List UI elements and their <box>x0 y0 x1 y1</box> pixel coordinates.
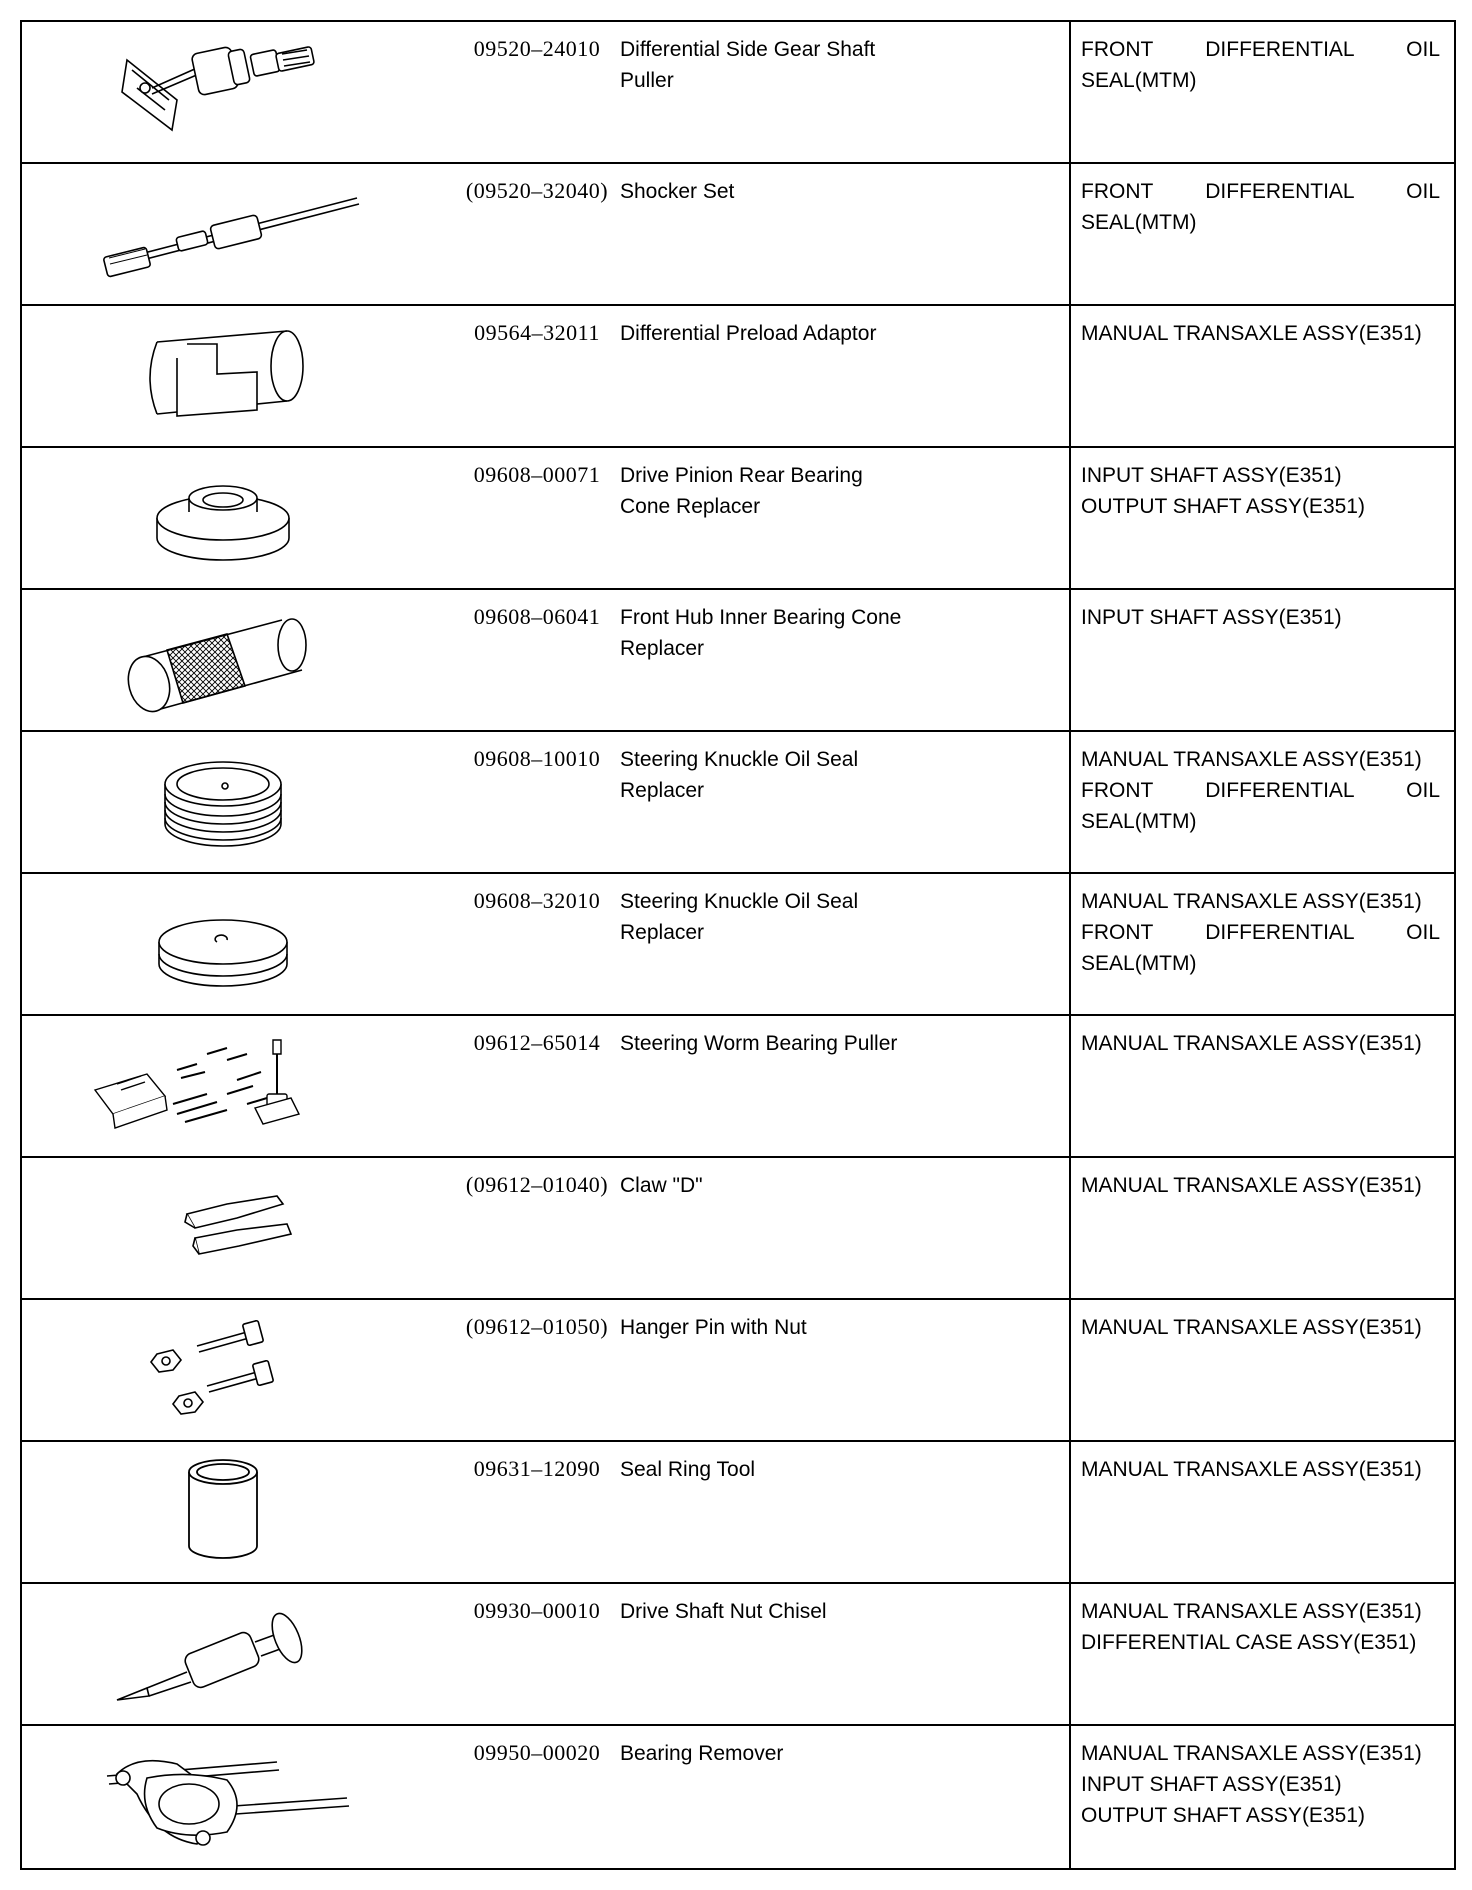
part-number: (09520–32040) <box>465 178 609 203</box>
tool-illustration-cell <box>22 874 432 1014</box>
tool-illustration-cell <box>22 1158 432 1298</box>
tool-illustration-cell <box>22 164 432 304</box>
tool-name: Steering Knuckle Oil Seal Replacer <box>620 748 859 802</box>
tool-name: Seal Ring Tool <box>620 1458 756 1481</box>
tool-illustration-cell <box>22 1584 432 1724</box>
table-row <box>22 1300 1454 1442</box>
bearing-cone-replacer-icon <box>77 456 377 578</box>
table-row <box>22 306 1454 448</box>
bearing-remover-icon <box>77 1734 377 1856</box>
part-number: 09608–32010 <box>473 888 601 913</box>
tool-illustration-cell <box>22 1442 432 1582</box>
part-number: 09608–00071 <box>473 462 601 487</box>
usage-cell: FRONT DIFFERENTIAL OIL SEAL(MTM) <box>1069 22 1452 162</box>
tool-name: Drive Pinion Rear Bearing Cone Replacer <box>620 464 863 518</box>
table-row <box>22 164 1454 306</box>
preload-adaptor-icon <box>77 314 377 436</box>
hanger-pin-nut-icon <box>77 1308 377 1430</box>
usage-cell: MANUAL TRANSAXLE ASSY(E351) FRONT DIFFERENTIAL OIL SEAL(MTM) <box>1069 874 1452 1014</box>
tool-name: Steering Worm Bearing Puller <box>620 1032 898 1055</box>
special-service-tools-table <box>20 20 1456 1870</box>
tool-illustration-cell <box>22 22 432 162</box>
tool-name: Shocker Set <box>620 180 735 203</box>
tool-name: Claw "D" <box>620 1174 703 1197</box>
part-number: 09520–24010 <box>473 36 601 61</box>
part-number: (09612–01050) <box>465 1314 609 1339</box>
usage-cell: MANUAL TRANSAXLE ASSY(E351) FRONT DIFFERENTIAL OIL SEAL(MTM) <box>1069 732 1452 872</box>
knuckle-seal-replacer-flat-icon <box>77 882 377 1004</box>
tool-name: Front Hub Inner Bearing Cone Replacer <box>620 606 902 660</box>
tool-name: Differential Preload Adaptor <box>620 322 877 345</box>
nut-chisel-icon <box>77 1592 377 1714</box>
tool-name: Drive Shaft Nut Chisel <box>620 1600 827 1623</box>
usage-cell: INPUT SHAFT ASSY(E351) OUTPUT SHAFT ASSY(E351) <box>1069 448 1452 588</box>
tool-name: Bearing Remover <box>620 1742 784 1765</box>
part-number: 09950–00020 <box>473 1740 601 1765</box>
usage-cell: MANUAL TRANSAXLE ASSY(E351) <box>1069 306 1452 446</box>
usage-cell: MANUAL TRANSAXLE ASSY(E351) <box>1069 1300 1452 1440</box>
tool-illustration-cell <box>22 732 432 872</box>
tool-illustration-cell <box>22 1726 432 1868</box>
usage-cell: MANUAL TRANSAXLE ASSY(E351) INPUT SHAFT ASSY(E351) OUTPUT SHAFT ASSY(E351) <box>1069 1726 1452 1868</box>
part-number: 09631–12090 <box>473 1456 601 1481</box>
table-row <box>22 732 1454 874</box>
seal-ring-tool-icon <box>77 1450 377 1572</box>
part-number: 09608–10010 <box>473 746 601 771</box>
part-number: (09612–01040) <box>465 1172 609 1197</box>
usage-cell: MANUAL TRANSAXLE ASSY(E351) DIFFERENTIAL CASE ASSY(E351) <box>1069 1584 1452 1724</box>
part-number: 09930–00010 <box>473 1598 601 1623</box>
tool-name: Steering Knuckle Oil Seal Replacer <box>620 890 859 944</box>
tool-illustration-cell <box>22 448 432 588</box>
table-row <box>22 1584 1454 1726</box>
tool-illustration-cell <box>22 1016 432 1156</box>
part-number: 09564–32011 <box>474 320 600 345</box>
shocker-set-icon <box>77 172 377 294</box>
worm-bearing-puller-kit-icon <box>77 1024 377 1146</box>
tool-illustration-cell <box>22 1300 432 1440</box>
tool-illustration-cell <box>22 306 432 446</box>
usage-cell: MANUAL TRANSAXLE ASSY(E351) <box>1069 1158 1452 1298</box>
table-row <box>22 22 1454 164</box>
knuckle-seal-replacer-icon <box>77 740 377 862</box>
table-row <box>22 448 1454 590</box>
side-gear-shaft-puller-icon <box>77 30 377 152</box>
table-row <box>22 1442 1454 1584</box>
usage-cell: MANUAL TRANSAXLE ASSY(E351) <box>1069 1016 1452 1156</box>
table-row <box>22 1726 1454 1870</box>
usage-cell: FRONT DIFFERENTIAL OIL SEAL(MTM) <box>1069 164 1452 304</box>
hub-bearing-replacer-icon <box>77 598 377 720</box>
usage-cell: MANUAL TRANSAXLE ASSY(E351) <box>1069 1442 1452 1582</box>
table-row <box>22 1016 1454 1158</box>
part-number: 09612–65014 <box>473 1030 601 1055</box>
table-row <box>22 590 1454 732</box>
claw-icon <box>77 1166 377 1288</box>
table-row <box>22 1158 1454 1300</box>
table-row <box>22 874 1454 1016</box>
tool-name: Hanger Pin with Nut <box>620 1316 807 1339</box>
tool-name: Differential Side Gear Shaft Puller <box>620 38 876 92</box>
part-number: 09608–06041 <box>473 604 601 629</box>
tool-illustration-cell <box>22 590 432 730</box>
usage-cell: INPUT SHAFT ASSY(E351) <box>1069 590 1452 730</box>
